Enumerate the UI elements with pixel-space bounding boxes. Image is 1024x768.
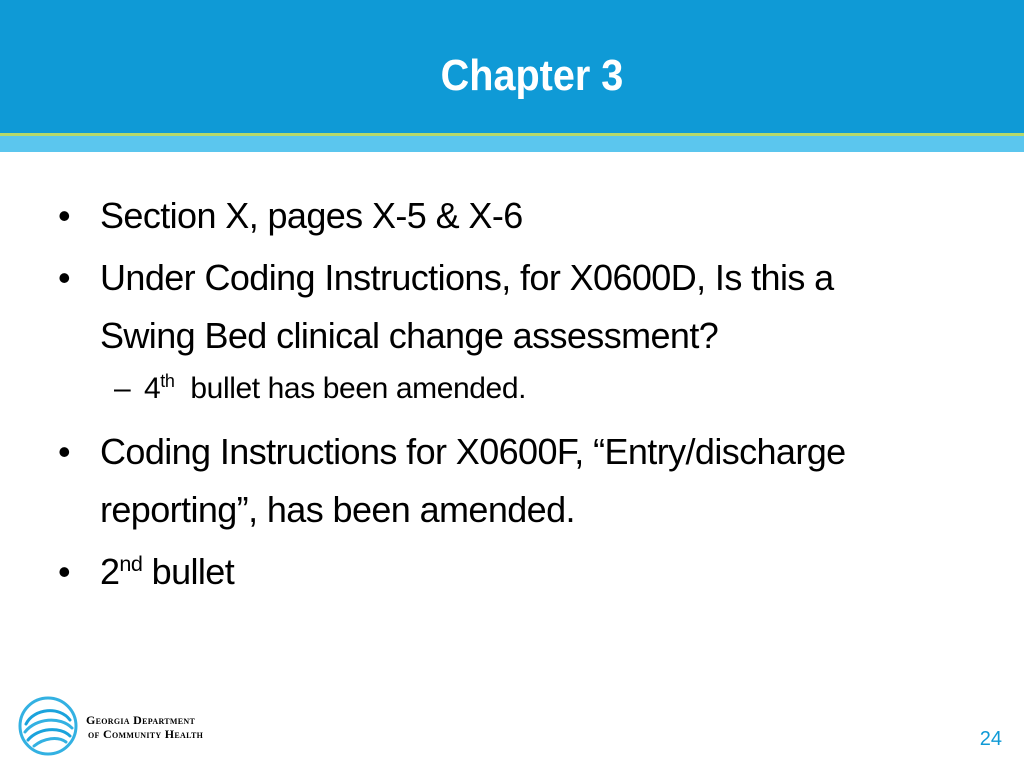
bullet-marker: • — [58, 551, 71, 592]
bullet-text-line2: Swing Bed clinical change assessment? — [100, 315, 719, 356]
slide-body — [58, 187, 958, 605]
page-number: 24 — [979, 728, 1002, 750]
sub-bullet-text: bullet has been amended. — [174, 372, 527, 405]
bullet-marker: • — [58, 257, 71, 298]
bullet-marker: • — [58, 431, 71, 472]
gdch-logo-icon — [16, 694, 80, 758]
organization-name — [86, 713, 203, 741]
bullet-item — [58, 187, 958, 245]
sub-bullet-num: 4 — [144, 372, 161, 405]
bullet-item — [58, 423, 958, 539]
bullet-text-line1: Under Coding Instructions, for X0600D, Is this a — [100, 257, 834, 298]
bullet-item — [58, 543, 958, 601]
bullet-ordinal: nd — [119, 551, 143, 576]
bullet-text: bullet — [142, 551, 235, 592]
bullet-text: Section X, pages X-5 & X-6 — [100, 195, 523, 236]
bullet-marker: • — [58, 195, 71, 236]
bullet-text-line2: reporting”, has been amended. — [100, 489, 575, 530]
sub-bullet-ordinal: th — [160, 371, 175, 391]
bullet-text-line1: Coding Instructions for X0600F, “Entry/discharge — [100, 431, 846, 472]
header-band — [0, 136, 1024, 152]
bullet-num: 2 — [100, 551, 120, 592]
org-line-1: Georgia Department — [86, 713, 196, 727]
bullet-item — [58, 249, 958, 365]
sub-bullet-item — [58, 369, 958, 409]
sub-bullet-marker: – — [114, 372, 131, 405]
org-line-2: of Community Health — [88, 727, 204, 741]
slide-title: Chapter 3 — [440, 51, 624, 100]
